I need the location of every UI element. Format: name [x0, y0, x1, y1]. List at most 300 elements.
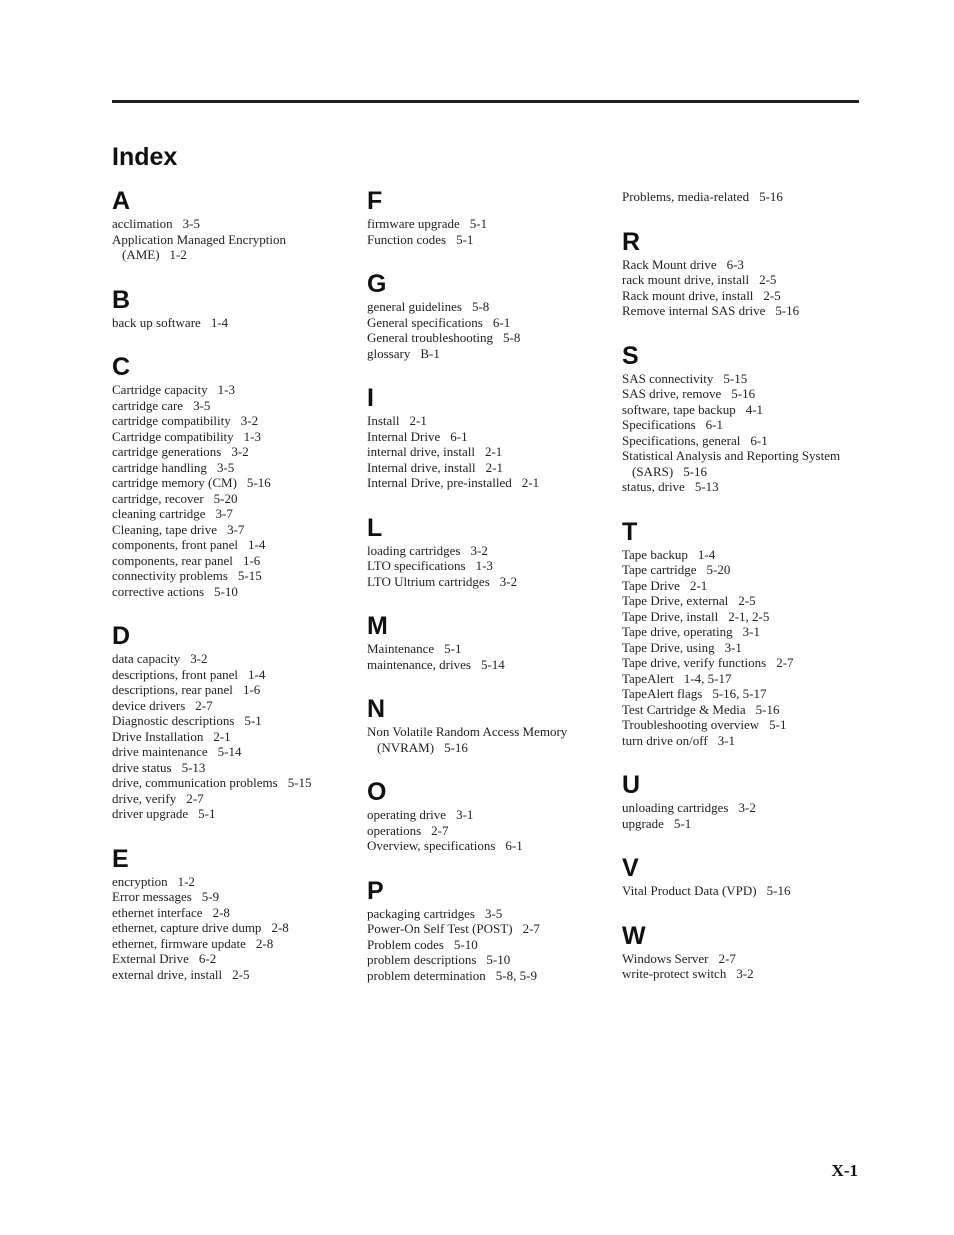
index-entry — [367, 937, 607, 953]
index-entry — [367, 807, 607, 823]
entry-page-ref: 2-1 — [213, 728, 231, 744]
section-letter: P — [367, 876, 384, 905]
index-entry — [112, 506, 352, 522]
index-entry — [112, 744, 352, 760]
entry-page-ref: 5-16 — [775, 303, 800, 318]
index-entry — [622, 640, 862, 656]
entry-term: status, drive — [622, 479, 685, 494]
index-entry — [112, 936, 352, 952]
entry-term: Tape Drive, using — [622, 639, 715, 655]
entry-term: General specifications — [367, 314, 483, 330]
entry-page-ref: 3-2 — [231, 444, 249, 459]
entry-page-ref: 3-1 — [742, 624, 760, 639]
section-letter: U — [622, 771, 641, 799]
index-entry — [622, 578, 862, 594]
entry-page-ref: 1-4 — [248, 666, 266, 682]
entry-term: LTO Ultrium cartridges — [367, 573, 490, 589]
entry-page-ref: 1-2 — [177, 873, 195, 889]
entry-page-ref: 5-1 — [444, 641, 462, 656]
index-section — [112, 352, 352, 599]
entry-page-ref: 1-2 — [169, 247, 187, 262]
index-entry — [367, 232, 607, 248]
entry-page-ref: 5-10 — [486, 952, 511, 967]
index-section — [367, 777, 607, 854]
entry-term: Tape drive, operating — [622, 624, 733, 639]
entry-page-ref: 1-3 — [475, 558, 493, 573]
entry-term: write-protect switch — [622, 966, 727, 981]
index-entry — [112, 920, 352, 936]
entry-term: problem descriptions — [367, 952, 477, 967]
section-letter: W — [622, 921, 646, 950]
section-letter: S — [622, 341, 639, 370]
entry-term: cartridge care — [112, 397, 184, 413]
index-entry — [112, 713, 352, 729]
entry-term: Remove internal SAS drive — [622, 303, 766, 318]
index-entry — [367, 413, 607, 429]
entry-page-ref: 2-7 — [522, 921, 540, 936]
entry-page-ref: 3-2 — [738, 800, 756, 815]
index-entry — [622, 702, 862, 718]
index-entry — [367, 823, 607, 839]
entry-page-ref: 5-16 — [766, 883, 791, 898]
entry-term: Diagnostic descriptions — [112, 713, 235, 728]
index-entry — [367, 838, 607, 854]
entry-page-ref: 3-1 — [456, 807, 474, 822]
entry-page-ref: 5-1 — [469, 216, 488, 231]
index-section — [112, 285, 352, 331]
entry-term: cartridge compatibility — [112, 413, 231, 428]
index-entry — [112, 905, 352, 921]
entry-term: software, tape backup — [622, 401, 736, 417]
index-entry — [112, 382, 352, 398]
entry-page-ref: 5-15 — [723, 370, 748, 386]
section-letter: T — [622, 517, 638, 546]
entry-page-ref: 4-1 — [745, 401, 764, 417]
section-letter: I — [367, 384, 374, 412]
index-entry — [112, 806, 352, 822]
index-entry — [112, 232, 352, 248]
index-entry — [622, 402, 862, 418]
index-section — [367, 876, 607, 984]
entry-page-ref: 2-5 — [759, 272, 777, 287]
index-entry — [622, 433, 862, 449]
entry-page-ref: 5-16 — [444, 739, 468, 755]
entry-page-ref: 2-7 — [718, 950, 736, 966]
entry-page-ref: 5-16 — [246, 475, 271, 490]
section-letter: B — [112, 285, 131, 314]
entry-page-ref: 3-7 — [227, 521, 245, 537]
entry-page-ref: 5-20 — [213, 490, 238, 506]
index-entry — [112, 537, 352, 553]
entry-page-ref: 2-1, 2-5 — [728, 608, 770, 624]
entry-term: Non Volatile Random Access Memory — [367, 724, 568, 739]
entry-term: Internal Drive — [367, 428, 441, 444]
index-entry — [622, 624, 862, 640]
entry-page-ref: 5-16 — [759, 189, 783, 204]
entry-term: device drivers — [112, 697, 186, 713]
entry-page-ref: 1-6 — [242, 682, 261, 697]
index-entry — [367, 906, 607, 922]
entry-term: Drive Installation — [112, 728, 204, 744]
index-entry — [622, 547, 862, 563]
entry-page-ref: 2-7 — [776, 655, 794, 670]
index-column-3 — [622, 189, 862, 1004]
entry-page-ref: 5-15 — [237, 568, 262, 583]
entry-page-ref: 3-5 — [216, 459, 235, 475]
entry-term: SAS connectivity — [622, 370, 714, 386]
index-entry — [367, 315, 607, 331]
index-entry — [367, 460, 607, 476]
entry-page-ref: 1-6 — [242, 552, 261, 568]
entry-term: cartridge, recover — [112, 490, 204, 506]
entry-page-ref: 3-2 — [499, 573, 518, 589]
entry-term: Specifications, general — [622, 432, 741, 448]
entry-term: rack mount drive, install — [622, 272, 750, 287]
index-entry — [622, 479, 862, 495]
index-entry — [622, 593, 862, 609]
index-section — [622, 341, 862, 495]
entry-term: operations — [367, 822, 422, 838]
entry-term: LTO specifications — [367, 558, 466, 573]
entry-page-ref: 6-1 — [450, 428, 468, 444]
entry-page-ref: 6-2 — [198, 951, 217, 966]
index-entry — [367, 968, 607, 984]
entry-term: Error messages — [112, 889, 192, 904]
entry-page-ref: 5-1 — [244, 713, 262, 728]
index-entry — [622, 562, 862, 578]
entry-term: drive, verify — [112, 790, 177, 806]
entry-page-ref: 2-8 — [212, 904, 230, 920]
index-entry — [367, 641, 607, 657]
entry-term: Maintenance — [367, 641, 435, 656]
entry-page-ref: 1-4 — [248, 537, 266, 552]
entry-term: ethernet interface — [112, 904, 203, 920]
entry-term: firmware upgrade — [367, 216, 460, 231]
index-entry — [112, 247, 352, 263]
entry-term: Vital Product Data (VPD) — [622, 883, 757, 898]
entry-term: drive maintenance — [112, 744, 208, 759]
index-entry — [112, 760, 352, 776]
entry-page-ref: 5-1 — [456, 231, 474, 247]
entry-term: data capacity — [112, 651, 181, 666]
entry-term: drive, communication problems — [112, 775, 278, 790]
index-section — [622, 189, 862, 205]
index-entry — [622, 303, 862, 319]
entry-term: ethernet, capture drive dump — [112, 920, 262, 935]
section-letter: G — [367, 270, 387, 298]
entry-page-ref: 1-3 — [217, 382, 235, 397]
index-entry — [112, 444, 352, 460]
entry-term: Rack Mount drive — [622, 256, 717, 272]
section-letter: F — [367, 187, 383, 215]
entry-term: Tape drive, verify functions — [622, 655, 767, 670]
index-entry — [367, 952, 607, 968]
entry-term: Troubleshooting overview — [622, 717, 760, 732]
index-entry — [112, 553, 352, 569]
entry-page-ref: 5-8, 5-9 — [495, 967, 537, 983]
index-entry — [112, 951, 352, 967]
section-letter: E — [112, 844, 129, 873]
entry-page-ref: 3-2 — [240, 413, 259, 428]
entry-term: external drive, install — [112, 966, 223, 982]
entry-page-ref: 2-7 — [186, 790, 204, 806]
entry-term: general guidelines — [367, 299, 462, 314]
index-entry — [622, 189, 862, 205]
entry-term: Tape Drive, external — [622, 593, 729, 608]
entry-term: Statistical Analysis and Reporting System — [622, 448, 841, 463]
index-entry — [622, 686, 862, 702]
index-entry — [367, 330, 607, 346]
entry-page-ref: 1-3 — [243, 428, 262, 444]
entry-page-ref: 5-10 — [214, 583, 238, 599]
entry-page-ref: 5-10 — [453, 936, 478, 952]
entry-page-ref: 3-2 — [736, 966, 754, 981]
section-letter: N — [367, 695, 386, 723]
index-entry — [112, 315, 352, 331]
index-section — [367, 694, 607, 755]
entry-page-ref: 1-4 — [697, 546, 716, 562]
index-section — [622, 227, 862, 319]
index-entry — [367, 444, 607, 460]
entry-term: problem determination — [367, 967, 486, 983]
index-entry — [622, 671, 862, 687]
index-entry — [367, 558, 607, 574]
entry-page-ref: 2-8 — [271, 920, 289, 935]
index-entry — [622, 272, 862, 288]
index-section — [367, 513, 607, 590]
index-column-2 — [367, 186, 607, 1005]
entry-term: descriptions, front panel — [112, 666, 238, 682]
index-entry — [112, 874, 352, 890]
index-section — [622, 853, 862, 899]
entry-page-ref: 2-5 — [738, 593, 756, 608]
entry-term: Problem codes — [367, 936, 444, 952]
index-entry — [367, 429, 607, 445]
entry-term: Install — [367, 413, 400, 428]
entry-term: Application Managed Encryption — [112, 231, 287, 247]
section-letter: C — [112, 353, 131, 381]
entry-page-ref: 5-8 — [471, 299, 490, 314]
index-entry — [622, 655, 862, 671]
index-section — [112, 844, 352, 983]
entry-page-ref: 3-2 — [470, 542, 488, 558]
entry-term: External Drive — [112, 951, 189, 966]
entry-term: Rack mount drive, install — [622, 287, 754, 303]
entry-term: Tape Drive, install — [622, 608, 719, 624]
entry-term: unloading cartridges — [622, 800, 729, 815]
index-entry — [622, 386, 862, 402]
entry-term: cartridge memory (CM) — [112, 475, 237, 490]
entry-term: SAS drive, remove — [622, 386, 722, 401]
entry-term: Windows Server — [622, 950, 709, 966]
entry-term: Function codes — [367, 231, 447, 247]
page-number: X-1 — [831, 1161, 858, 1180]
entry-term: Internal Drive, pre-installed — [367, 475, 512, 490]
index-column-1 — [112, 186, 352, 1004]
index-entry — [112, 413, 352, 429]
entry-page-ref: 2-7 — [195, 697, 213, 713]
entry-page-ref: 5-16, 5-17 — [712, 686, 767, 701]
index-entry — [112, 568, 352, 584]
entry-term: Tape cartridge — [622, 562, 697, 577]
entry-term: glossary — [367, 345, 411, 361]
index-entry — [367, 724, 607, 740]
entry-page-ref: 3-1 — [717, 732, 736, 748]
entry-term: Internal drive, install — [367, 459, 476, 475]
entry-term: turn drive on/off — [622, 732, 708, 748]
index-entry — [367, 740, 607, 756]
entry-page-ref: 6-3 — [726, 256, 744, 272]
entry-page-ref: 1-4, 5-17 — [683, 670, 732, 686]
entry-term: TapeAlert flags — [622, 686, 703, 701]
entry-term: operating drive — [367, 807, 447, 822]
entry-page-ref: 2-8 — [255, 935, 274, 951]
header-rule — [112, 100, 859, 103]
entry-term: Cartridge capacity — [112, 382, 208, 397]
entry-term: maintenance, drives — [367, 656, 471, 672]
index-section — [112, 186, 352, 263]
index-entry — [622, 448, 862, 464]
entry-page-ref: 5-20 — [706, 562, 731, 577]
entry-term: ethernet, firmware update — [112, 935, 246, 951]
entry-term: acclimation — [112, 216, 173, 231]
entry-term: General troubleshooting — [367, 330, 493, 345]
index-entry — [112, 429, 352, 445]
index-entry — [622, 800, 862, 816]
index-section — [367, 269, 607, 361]
entry-term: cleaning cartridge — [112, 506, 206, 521]
index-section — [367, 611, 607, 672]
index-entry — [622, 883, 862, 899]
index-entry — [112, 667, 352, 683]
index-entry — [622, 816, 862, 832]
section-letter: M — [367, 612, 388, 640]
entry-page-ref: 2-5 — [763, 287, 781, 303]
entry-page-ref: 3-7 — [215, 506, 233, 521]
index-section — [367, 383, 607, 491]
entry-term: loading cartridges — [367, 542, 461, 558]
entry-page-ref: 2-1 — [485, 459, 504, 475]
entry-term: Tape backup — [622, 546, 688, 562]
entry-term: cartridge handling — [112, 459, 207, 475]
entry-page-ref: B-1 — [420, 345, 440, 361]
index-section — [367, 186, 607, 247]
entry-page-ref: 5-16 — [731, 386, 756, 401]
section-letter: D — [112, 622, 131, 650]
entry-term: (NVRAM) — [377, 739, 435, 755]
index-entry — [112, 791, 352, 807]
entry-term: (SARS) — [632, 463, 674, 479]
entry-term: Overview, specifications — [367, 838, 496, 853]
index-entry — [622, 417, 862, 433]
entry-page-ref: 5-1 — [769, 717, 787, 732]
entry-page-ref: 3-5 — [182, 216, 200, 231]
index-entry — [622, 288, 862, 304]
entry-term: Tape Drive — [622, 577, 680, 593]
index-entry — [622, 609, 862, 625]
index-entry — [112, 398, 352, 414]
entry-term: driver upgrade — [112, 806, 189, 821]
entry-term: components, front panel — [112, 537, 238, 552]
section-letter: R — [622, 227, 641, 256]
index-entry — [112, 584, 352, 600]
index-entry — [112, 216, 352, 232]
entry-term: (AME) — [122, 247, 160, 262]
entry-page-ref: 2-1 — [521, 475, 540, 490]
entry-page-ref: 3-5 — [193, 397, 211, 413]
entry-term: Cartridge compatibility — [112, 428, 234, 444]
entry-page-ref: 5-1 — [673, 815, 692, 831]
entry-page-ref: 3-5 — [484, 905, 503, 921]
index-entry — [367, 657, 607, 673]
entry-term: drive status — [112, 759, 172, 775]
entry-term: cartridge generations — [112, 444, 222, 459]
entry-term: internal drive, install — [367, 444, 475, 459]
entry-page-ref: 5-15 — [287, 775, 312, 790]
entry-page-ref: 5-13 — [181, 759, 206, 775]
index-entry — [112, 491, 352, 507]
index-entry — [112, 729, 352, 745]
entry-term: connectivity problems — [112, 568, 228, 583]
index-section — [622, 517, 862, 749]
index-section — [112, 621, 352, 822]
entry-term: encryption — [112, 873, 168, 889]
index-entry — [622, 371, 862, 387]
entry-term: Specifications — [622, 417, 696, 432]
entry-page-ref: 2-1 — [689, 577, 708, 593]
index-entry — [367, 543, 607, 559]
index-entry — [112, 522, 352, 538]
index-entry — [367, 346, 607, 362]
entry-term: descriptions, rear panel — [112, 682, 233, 697]
entry-page-ref: 5-8 — [503, 330, 521, 345]
entry-page-ref: 6-1 — [705, 417, 723, 432]
index-entry — [367, 216, 607, 232]
page-title: Index — [112, 143, 178, 171]
entry-page-ref: 2-5 — [232, 966, 250, 982]
index-section — [622, 921, 862, 982]
entry-term: upgrade — [622, 815, 664, 831]
entry-page-ref: 6-1 — [750, 432, 768, 448]
entry-page-ref: 5-13 — [694, 479, 719, 494]
entry-term: back up software — [112, 314, 201, 330]
entry-page-ref: 1-4 — [210, 314, 229, 330]
index-entry — [112, 775, 352, 791]
entry-page-ref: 6-1 — [505, 838, 523, 853]
index-entry — [112, 475, 352, 491]
entry-page-ref: 3-2 — [190, 651, 208, 666]
section-letter: L — [367, 513, 383, 542]
entry-term: TapeAlert — [622, 670, 674, 686]
entry-page-ref: 2-7 — [431, 822, 449, 838]
entry-term: components, rear panel — [112, 552, 233, 568]
index-entry — [622, 733, 862, 749]
index-entry — [112, 889, 352, 905]
entry-term: Problems, media-related — [622, 189, 750, 204]
index-entry — [622, 951, 862, 967]
entry-page-ref: 5-16 — [683, 463, 708, 479]
index-entry — [112, 460, 352, 476]
index-entry — [622, 966, 862, 982]
index-entry — [112, 967, 352, 983]
entry-page-ref: 5-9 — [201, 889, 220, 904]
index-section — [622, 770, 862, 831]
entry-term: Power-On Self Test (POST) — [367, 921, 513, 936]
index-entry — [112, 698, 352, 714]
entry-term: packaging cartridges — [367, 905, 475, 921]
entry-page-ref: 5-14 — [217, 744, 242, 759]
section-letter: O — [367, 778, 387, 806]
